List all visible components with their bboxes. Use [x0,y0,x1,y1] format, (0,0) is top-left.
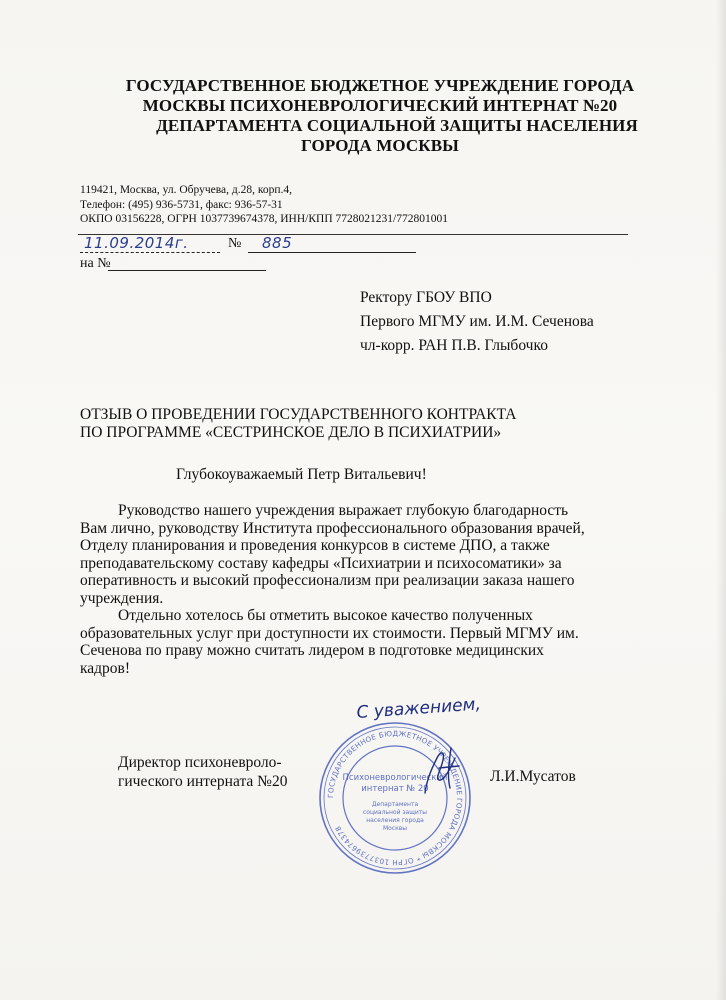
body-line: учреждения. [80,589,164,607]
registration-codes-line: ОКПО 03156228, ОГРН 1037739674378, ИНН/КПП 7728021231/772801001 [80,213,448,225]
addressee-line: чл-корр. РАН П.В. Глыбочко [360,337,548,354]
signatory-title [118,753,287,791]
subject-line: ПО ПРОГРАММЕ «СЕСТРИНСКОЕ ДЕЛО В ПСИХИАТРИИ» [80,424,502,441]
letterhead-line: ГОСУДАРСТВЕННОЕ БЮДЖЕТНОЕ УЧРЕЖДЕНИЕ ГОРОДА [125,76,635,95]
registration-date: 11.09.2014г. [84,234,189,252]
number-label: № [228,236,242,251]
paragraph-2 [80,607,640,677]
subject-line: ОТЗЫВ О ПРОВЕДЕНИИ ГОСУДАРСТВЕННОГО КОНТРАКТА [80,406,517,423]
handwritten-signature [355,688,555,798]
body-line: оперативность и высокий профессионализм при реализации заказа нашего [80,572,575,589]
contact-details [80,183,448,227]
stamp-center-line: Психоневрологический [342,773,448,783]
body-line: Сеченова по праву можно считать лидером в подготовке медицинских [80,642,544,659]
letterhead [80,76,680,156]
body-line: Руководство нашего учреждения выражает глубокую благодарность [118,502,569,519]
paragraph-1 [80,502,640,607]
stamp-center-line: населения города [366,817,424,824]
stamp-center-line: Москвы [382,825,408,832]
letter-subject [80,406,517,442]
signatory-title-line: гического интерната №20 [118,773,288,790]
phone-line: Телефон: (495) 936-5731, факс: 936-57-31 [80,198,283,211]
number-underline [248,252,416,253]
page-edge-shadow [716,0,726,1000]
reference-underline [108,270,266,271]
addressee-line: Ректору ГБОУ ВПО [360,289,492,306]
addressee-line: Первого МГМУ им. И.М. Сеченова [360,313,594,330]
address-line: 119421, Москва, ул. Обручева, д.28, корп.4, [80,184,293,196]
stamp-ring-text: ГОСУДАРСТВЕННОЕ БЮДЖЕТНОЕ УЧРЕЖДЕНИЕ ГОРОДА МОСКВЫ * ОГРН 1037739674378 [325,728,465,868]
letterhead-line: МОСКВЫ ПСИХОНЕВРОЛОГИЧЕСКИЙ ИНТЕРНАТ №20 [142,96,618,115]
body-line: преподавательскому составу кафедры «Психиатрии и психосоматики» за [80,554,562,572]
addressee-block [360,286,594,358]
handwritten-note: С уважением, [355,694,482,723]
body-line: Вам лично, руководству Института профессионального образования врачей, [80,519,585,537]
signatory-title-line: Директор психоневроло- [118,754,282,771]
stamp-center-line: Департамента [371,801,419,808]
signatory-name: Л.И.Мусатов [490,768,576,785]
body-line: Отдельно хотелось бы отметить высокое качество полученных [118,607,533,624]
letterhead-line: ДЕПАРТАМЕНТА СОЦИАЛЬНОЙ ЗАЩИТЫ НАСЕЛЕНИЯ [156,116,638,135]
date-underline [80,252,220,253]
body-line: образовательных услуг при доступности их стоимости. Первый МГМУ им. [80,624,579,642]
body-line: Отделу планирования и проведения конкурсов в системе ДПО, а также [80,537,550,554]
body-line: кадров! [80,659,131,677]
stamp-center-line: интернат № 20 [361,784,429,794]
stamp-center-line: социальной защиты [362,809,428,816]
registration-number: 885 [262,234,293,252]
letterhead-line: ГОРОДА МОСКВЫ [301,136,459,155]
reference-label: на № [80,256,111,271]
salutation: Глубокоуважаемый Петр Витальевич! [176,466,427,483]
letter-body [80,502,640,677]
